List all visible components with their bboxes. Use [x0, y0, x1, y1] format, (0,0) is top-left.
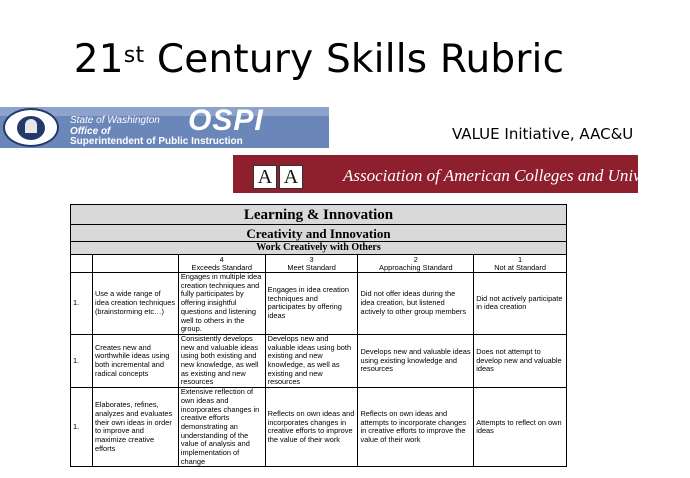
- row-number: 1.: [71, 334, 93, 387]
- cell-level-3: Reflects on own ideas and incorporates changes in creative efforts to improve the value of their work: [265, 388, 358, 467]
- cell-level-4: Extensive reflection of own ideas and incorporates changes in creative efforts demonstrating an understanding of the value of analysis and implementation of change: [178, 388, 265, 467]
- rubric-heading-row: [71, 205, 567, 225]
- cell-level-4: Engages in multiple idea creation techniques and fully participates by offering insightful questions and listening well to others in the group.: [178, 273, 265, 335]
- rubric-row: [71, 334, 567, 387]
- aacu-logo: [233, 155, 690, 193]
- slide-title: [0, 38, 638, 82]
- cell-level-2: Did not offer ideas during the idea creation, but listened actively to other group members: [358, 273, 474, 335]
- cell-level-1: Attempts to reflect on own ideas: [474, 388, 567, 467]
- ospi-state-label: State of Washington: [70, 115, 160, 126]
- cell-level-3: Engages in idea creation techniques and participates by offering ideas: [265, 273, 358, 335]
- title-number: 21: [73, 37, 124, 82]
- level-number: 3: [309, 254, 314, 264]
- level-header-2: [358, 255, 474, 273]
- level-label: Approaching Standard: [379, 262, 453, 272]
- rubric-subheading-row: [71, 225, 567, 242]
- rubric-heading: Learning & Innovation: [71, 205, 567, 225]
- cell-level-1: Does not attempt to develop new and valuable ideas: [474, 334, 567, 387]
- row-number: 1.: [71, 273, 93, 335]
- washington-seal-icon: [3, 108, 59, 147]
- level-header-4: [178, 255, 265, 273]
- level-number: 4: [219, 254, 224, 264]
- rubric-row: [71, 273, 567, 335]
- level-label: Exceeds Standard: [191, 262, 252, 272]
- level-number: 1: [518, 254, 523, 264]
- row-criterion: Elaborates, refines, analyzes and evaluates their own ideas in order to improve and maximize creative efforts: [92, 388, 178, 467]
- capitol-dome-icon: [25, 119, 37, 133]
- cell-level-2: Develops new and valuable ideas using existing knowledge and resources: [358, 334, 474, 387]
- ospi-office-label: Office of: [70, 126, 111, 137]
- ospi-acronym: OSPI: [188, 104, 264, 137]
- rubric-row: [71, 388, 567, 467]
- cell-level-2: Reflects on own ideas and attempts to incorporate changes in creative efforts to improve the value of their work: [358, 388, 474, 467]
- row-criterion: Creates new and worthwhile ideas using both incremental and radical concepts: [92, 334, 178, 387]
- row-number: 1.: [71, 388, 93, 467]
- level-label: Meet Standard: [287, 262, 336, 272]
- aacu-name: Association of American Colleges and Universities: [343, 166, 690, 185]
- level-label: Not at Standard: [494, 262, 546, 272]
- rubric-table: [70, 204, 567, 467]
- row-criterion: Use a wide range of idea creation techniques (brainstorming etc…): [92, 273, 178, 335]
- cell-level-4: Consistently develops new and valuable ideas using both existing and new knowledge, as well as existing and new resources: [178, 334, 265, 387]
- rubric-section: Work Creatively with Others: [71, 242, 567, 255]
- value-initiative-label: VALUE Initiative, AAC&U: [452, 125, 634, 143]
- level-number: 2: [413, 254, 418, 264]
- title-text: Century Skills Rubric: [144, 37, 565, 82]
- cell-level-1: Did not actively participate in idea creation: [474, 273, 567, 335]
- ospi-logo: [0, 104, 329, 148]
- title-superscript: st: [123, 43, 145, 68]
- aacu-letter-a-right: A: [279, 165, 303, 189]
- level-blank-criterion: [92, 255, 178, 273]
- level-header-1: [474, 255, 567, 273]
- cell-level-3: Develops new and valuable ideas using both existing and new knowledge, as well as existing and new resources: [265, 334, 358, 387]
- level-header-row: [71, 255, 567, 273]
- rubric-subheading: Creativity and Innovation: [71, 225, 567, 242]
- ospi-superintendent-label: Superintendent of Public Instruction: [70, 136, 243, 147]
- level-blank-num: [71, 255, 93, 273]
- rubric-section-row: [71, 242, 567, 255]
- level-header-3: [265, 255, 358, 273]
- aacu-letter-a-left: A: [253, 165, 277, 189]
